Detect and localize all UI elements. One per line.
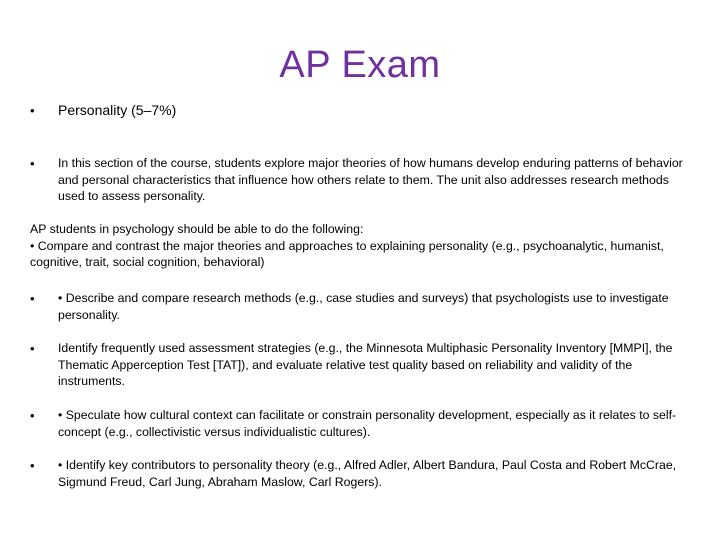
bullet-personality-heading (30, 100, 696, 120)
objective-research-methods (30, 290, 696, 323)
bullet-text: Identify frequently used assessment strategies (e.g., the Minnesota Multiphasic Personality Inventory [MMPI], the Thematic Apperception Test [TAT]), and evaluate relative test quality based on reliability and validity of the instruments. (58, 341, 673, 388)
bullet-marker: • (30, 341, 35, 356)
objective-assessment-strategies (30, 340, 696, 390)
bullet-marker: • (30, 458, 35, 473)
bullet-text: • Speculate how cultural context can facilitate or constrain personality development, especially as it relates to self-concept (e.g., collectivistic versus individualistic cultures). (58, 408, 677, 439)
bullet-section-description (30, 155, 696, 205)
bullet-marker: • (30, 408, 35, 423)
objective-key-contributors (30, 457, 696, 490)
bullet-text: In this section of the course, students explore major theories of how humans develop enduring patterns of behavior and personal characteristics that influence how others relate to them. The unit also addresses research methods used to assess personality. (58, 156, 683, 203)
bullet-text: Personality (5–7%) (58, 102, 177, 118)
objective-cultural-context (30, 407, 696, 440)
intro-line-2: • Compare and contrast the major theories and approaches to explaining personality (e.g., psychoanalytic, humanist, cognitive, trait, social cognition, behavioral) (30, 238, 664, 269)
page-title: AP Exam (279, 44, 441, 86)
bullet-marker: • (30, 103, 35, 118)
intro-line-1: AP students in psychology should be able to do the following: (30, 222, 364, 236)
bullet-text: • Describe and compare research methods (e.g., case studies and surveys) that psychologists use to investigate personality. (58, 291, 669, 322)
bullet-text: • Identify key contributors to personality theory (e.g., Alfred Adler, Albert Bandura, Paul Costa and Robert McCrae, Sigmund Freud, Carl Jung, Abraham Maslow, Carl Rogers). (58, 458, 677, 489)
intro-paragraph (30, 221, 696, 271)
bullet-marker: • (30, 156, 35, 171)
bullet-marker: • (30, 291, 35, 306)
